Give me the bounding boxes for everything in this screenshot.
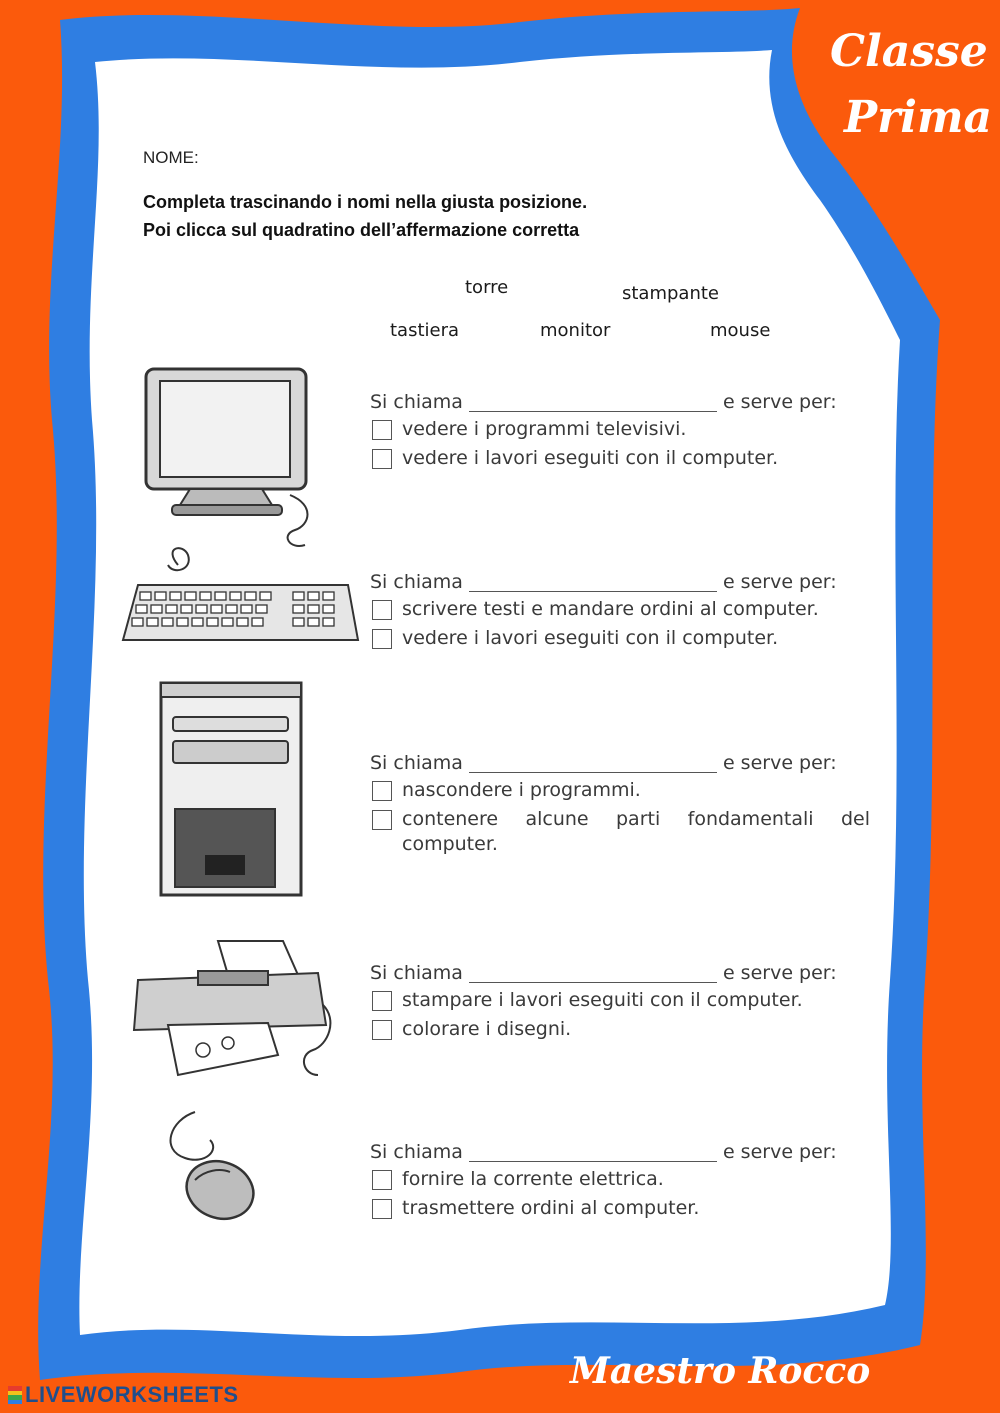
question-stem xyxy=(370,958,870,988)
option-text: fornire la corrente elettrica. xyxy=(402,1168,664,1190)
option-text: vedere i lavori eseguiti con il computer. xyxy=(402,627,779,649)
word-chip-mouse[interactable]: mouse xyxy=(710,320,771,341)
class-title-line1: Classe xyxy=(830,26,988,77)
author-signature: Maestro Rocco xyxy=(570,1350,871,1392)
checkbox[interactable] xyxy=(372,1170,392,1190)
question-suffix: e serve per: xyxy=(722,1141,837,1163)
mouse-illustration xyxy=(165,1110,265,1225)
option-row xyxy=(370,1196,870,1221)
option-text: vedere i lavori eseguiti con il computer. xyxy=(402,447,779,469)
option-row xyxy=(370,446,870,471)
option-text: nascondere i programmi. xyxy=(402,779,641,801)
checkbox[interactable] xyxy=(372,629,392,649)
option-text: contenere alcune parti fondamentali del computer. xyxy=(402,808,870,855)
question-prefix: Si chiama xyxy=(370,391,463,413)
option-row xyxy=(370,1017,870,1042)
option-row xyxy=(370,597,870,622)
question-stem xyxy=(370,748,870,778)
class-title-line2: Prima xyxy=(844,92,993,143)
monitor-illustration xyxy=(140,365,325,565)
option-text: vedere i programmi televisivi. xyxy=(402,418,687,440)
word-chip-torre[interactable]: torre xyxy=(465,277,509,298)
question-prefix: Si chiama xyxy=(370,962,463,984)
brand-logo-icon xyxy=(8,1386,22,1404)
checkbox[interactable] xyxy=(372,810,392,830)
option-row xyxy=(370,988,870,1013)
instruction-line-1: Completa trascinando i nomi nella giusta posizione. xyxy=(143,192,588,212)
tower-illustration xyxy=(155,675,310,900)
question-prefix: Si chiama xyxy=(370,571,463,593)
option-row xyxy=(370,626,870,651)
question-stem xyxy=(370,1137,870,1167)
question-2 xyxy=(370,567,870,655)
checkbox[interactable] xyxy=(372,449,392,469)
option-row xyxy=(370,778,870,803)
option-row xyxy=(370,807,870,857)
instruction-line-2: Poi clicca sul quadratino dell’affermazione corretta xyxy=(143,220,580,240)
drop-zone-2[interactable] xyxy=(469,573,717,592)
option-text: trasmettere ordini al computer. xyxy=(402,1197,700,1219)
checkbox[interactable] xyxy=(372,991,392,1011)
checkbox[interactable] xyxy=(372,1020,392,1040)
question-5 xyxy=(370,1137,870,1225)
checkbox[interactable] xyxy=(372,1199,392,1219)
checkbox[interactable] xyxy=(372,781,392,801)
option-text: stampare i lavori eseguiti con il computer. xyxy=(402,989,803,1011)
drop-zone-4[interactable] xyxy=(469,964,717,983)
printer-illustration xyxy=(128,935,333,1085)
option-text: scrivere testi e mandare ordini al computer. xyxy=(402,598,819,620)
question-stem xyxy=(370,387,870,417)
question-prefix: Si chiama xyxy=(370,752,463,774)
brand-name: LIVEWORKSHEETS xyxy=(25,1382,239,1407)
checkbox[interactable] xyxy=(372,600,392,620)
question-suffix: e serve per: xyxy=(722,752,837,774)
instructions xyxy=(143,188,587,244)
question-suffix: e serve per: xyxy=(722,571,837,593)
class-title xyxy=(830,26,993,143)
keyboard-illustration xyxy=(118,545,363,645)
checkbox[interactable] xyxy=(372,420,392,440)
option-row xyxy=(370,417,870,442)
brand-logo xyxy=(8,1382,239,1408)
word-chip-monitor[interactable]: monitor xyxy=(540,320,611,341)
question-stem xyxy=(370,567,870,597)
word-chip-tastiera[interactable]: tastiera xyxy=(390,320,460,341)
question-1 xyxy=(370,387,870,475)
drop-zone-3[interactable] xyxy=(469,754,717,773)
option-row xyxy=(370,1167,870,1192)
word-chip-stampante[interactable]: stampante xyxy=(622,283,719,304)
question-suffix: e serve per: xyxy=(722,962,837,984)
question-prefix: Si chiama xyxy=(370,1141,463,1163)
name-label: NOME: xyxy=(143,148,199,167)
question-4 xyxy=(370,958,870,1046)
option-text: colorare i disegni. xyxy=(402,1018,572,1040)
question-3 xyxy=(370,748,870,861)
drop-zone-1[interactable] xyxy=(469,393,717,412)
question-suffix: e serve per: xyxy=(722,391,837,413)
drop-zone-5[interactable] xyxy=(469,1143,717,1162)
